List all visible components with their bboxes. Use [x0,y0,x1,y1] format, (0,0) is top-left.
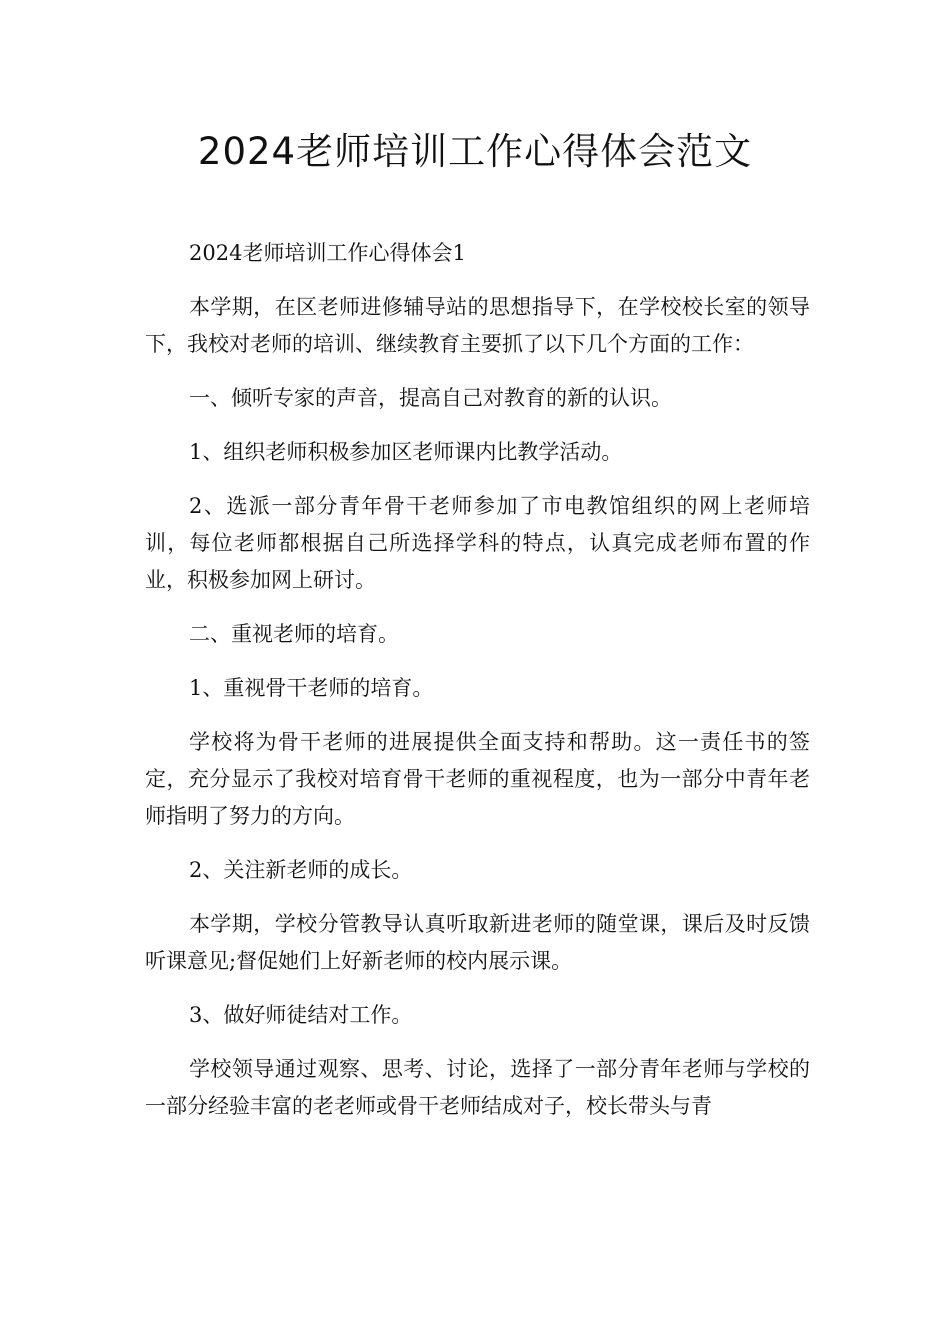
paragraph: 学校将为骨干老师的进展提供全面支持和帮助。这一责任书的签定，充分显示了我校对培育骨干老师的重视程度，也为一部分中青年老师指明了努力的方向。 [145,730,810,828]
paragraph: 3、做好师徒结对工作。 [189,1003,413,1027]
paragraph: 二、重视老师的培育。 [189,622,399,646]
paragraph: 一、倾听专家的声音，提高自己对教育的新的认识。 [189,386,672,410]
paragraph: 本学期，在区老师进修辅导站的思想指导下，在学校校长室的领导下，我校对老师的培训、继续教育主要抓了以下几个方面的工作： [145,295,810,356]
document-title: 2024老师培训工作心得体会范文 [197,130,753,173]
paragraph: 1、组织老师积极参加区老师课内比教学活动。 [189,440,623,464]
document-body [145,235,810,1142]
paragraph: 2、关注新老师的成长。 [189,858,413,882]
paragraph: 1、重视骨干老师的培育。 [189,676,434,700]
paragraph: 学校领导通过观察、思考、讨论，选择了一部分青年老师与学校的一部分经验丰富的老老师或骨干老师结成对子，校长带头与青 [145,1057,810,1118]
paragraph: 2、选派一部分青年骨干老师参加了市电教馆组织的网上老师培训，每位老师都根据自己所选择学科的特点，认真完成老师布置的作业，积极参加网上研讨。 [145,494,810,592]
section-heading: 2024老师培训工作心得体会1 [189,241,466,265]
paragraph: 本学期，学校分管教导认真听取新进老师的随堂课，课后及时反馈听课意见;督促她们上好新老师的校内展示课。 [145,912,810,973]
